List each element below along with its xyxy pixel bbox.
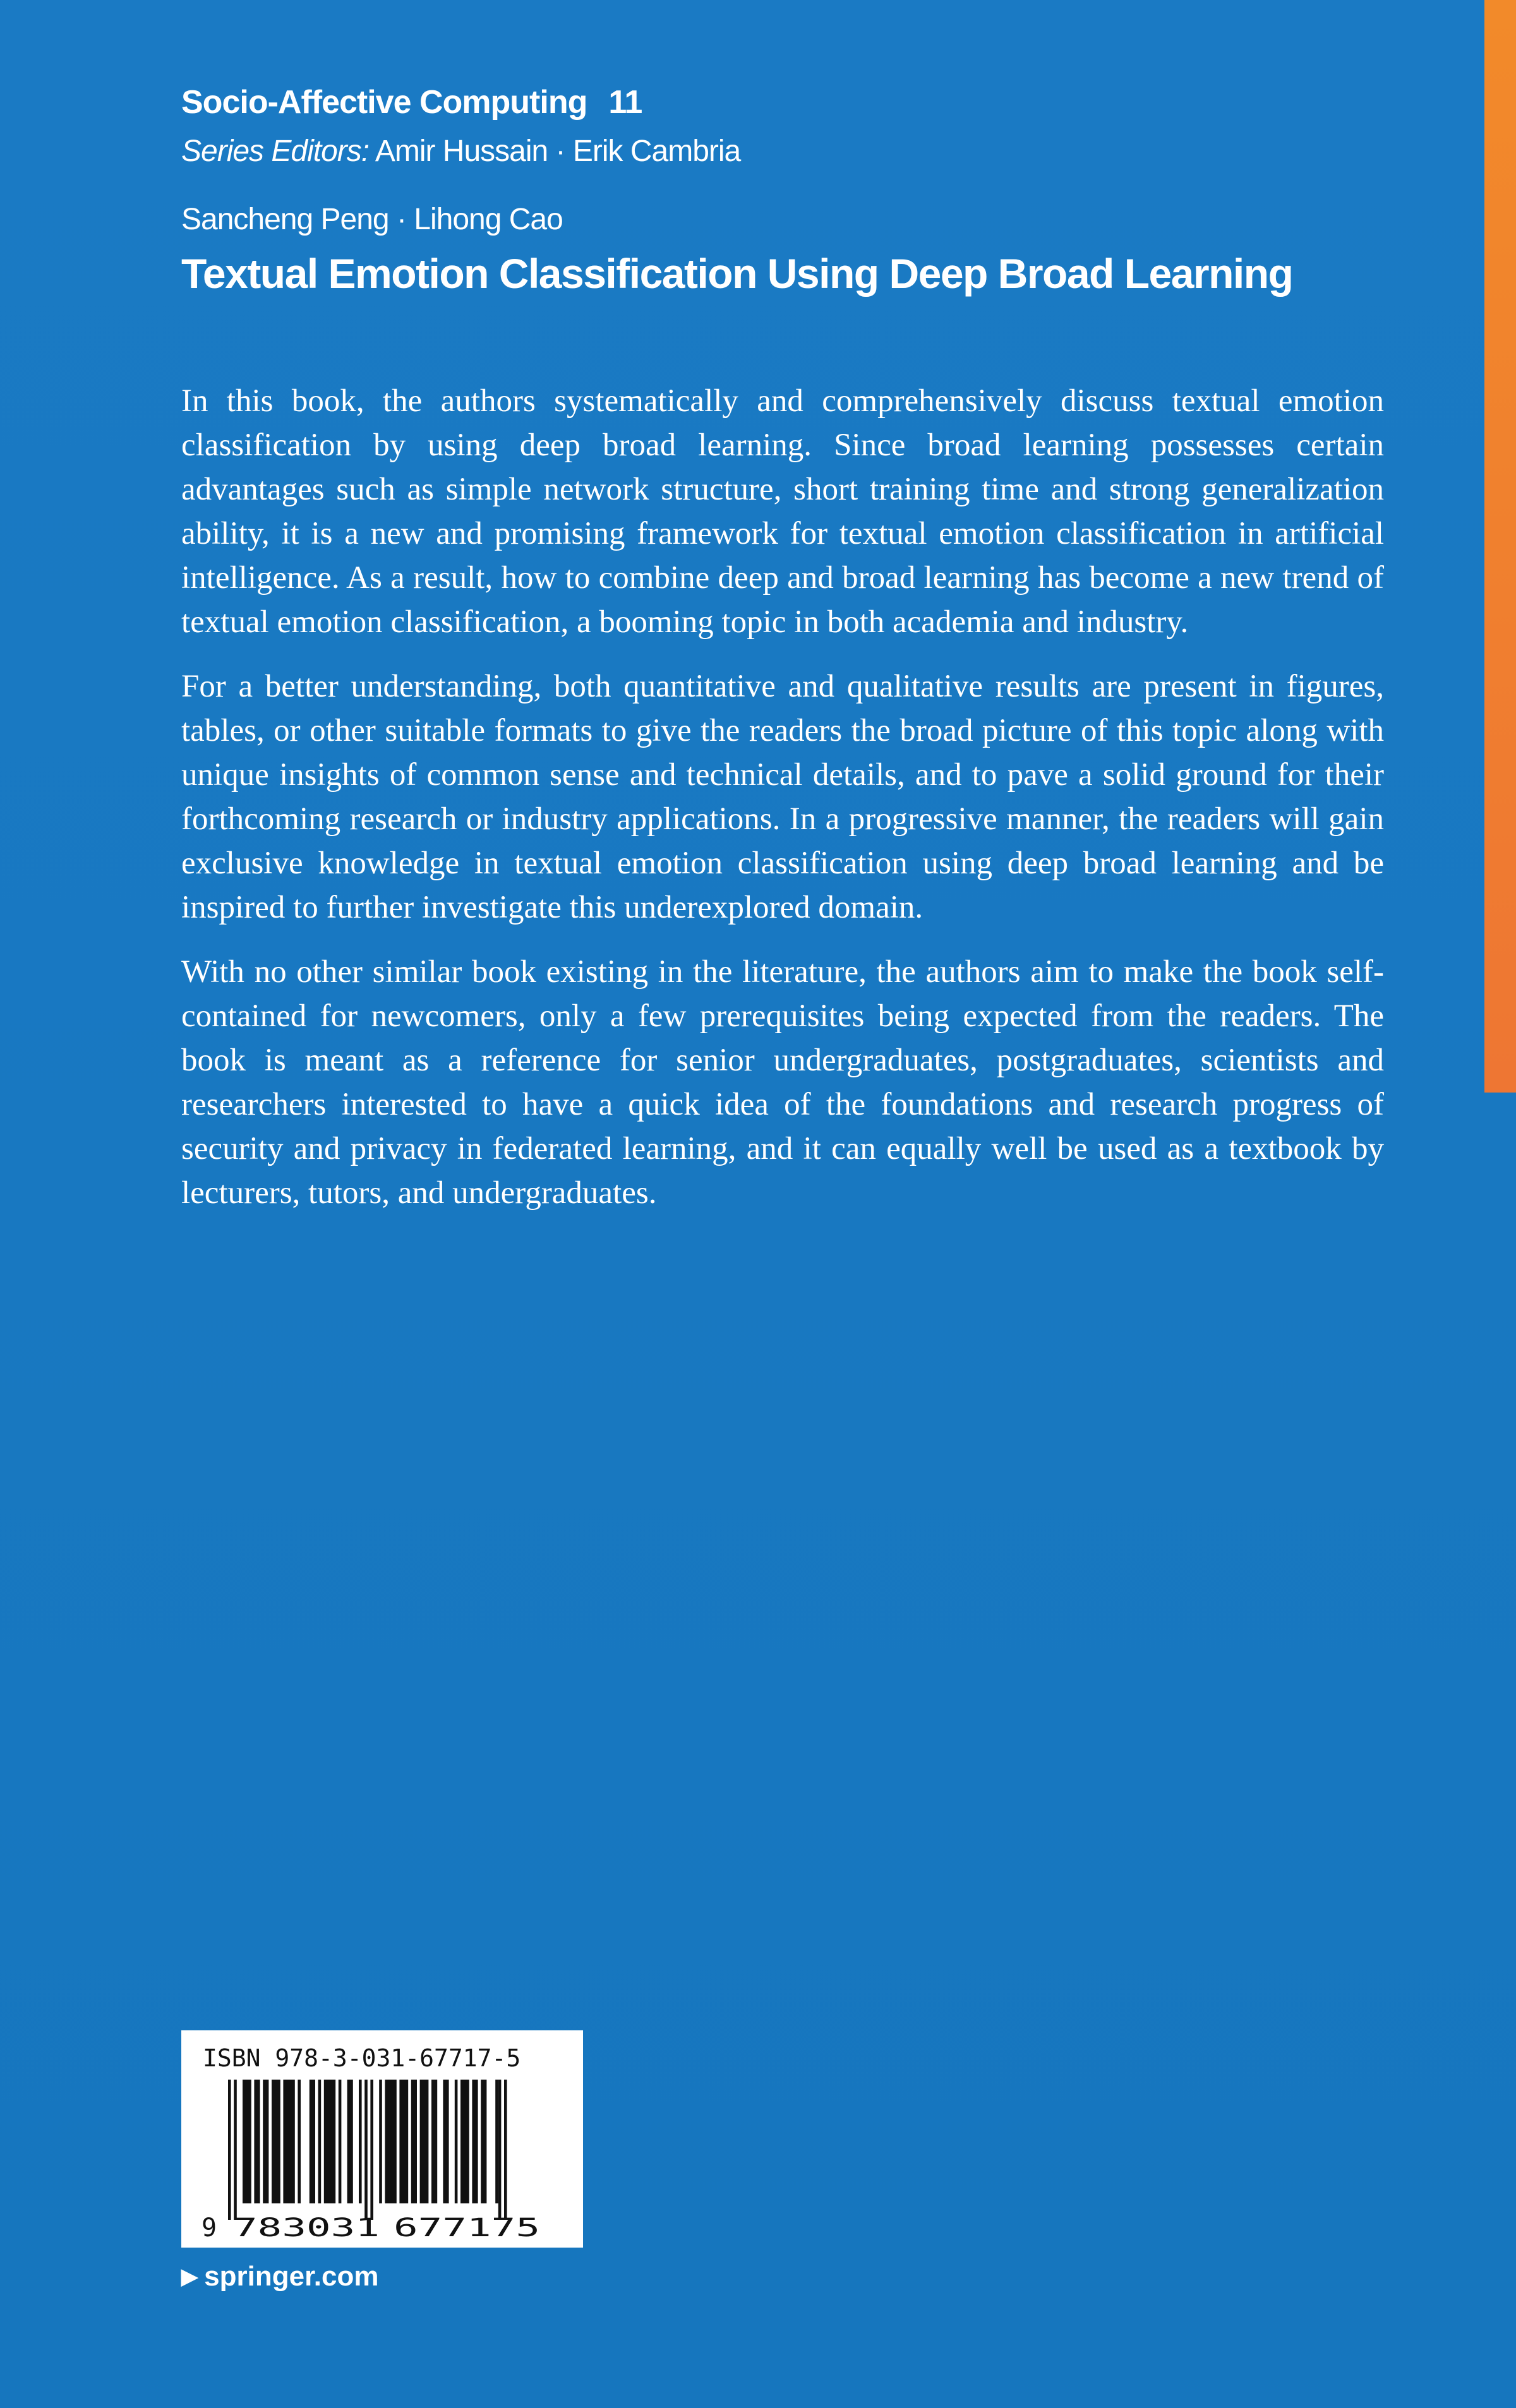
barcode-bar <box>399 2080 408 2203</box>
book-blurb <box>181 379 1384 1235</box>
barcode-bar <box>347 2080 353 2203</box>
barcode-bar <box>370 2080 373 2220</box>
barcode-bar <box>298 2080 301 2203</box>
barcode-digits-left: 783031 <box>233 2213 380 2241</box>
series-editors-names: Amir Hussain · Erik Cambria <box>375 135 741 168</box>
barcode-bar <box>272 2080 280 2203</box>
barcode-digits-right: 677175 <box>394 2213 540 2241</box>
barcode-bar <box>234 2080 237 2220</box>
blurb-paragraph: For a better understanding, both quantitative and qualitative results are present in figures, tables, or other suitable formats to give the readers the broad picture of this topic along with unique insights of common sense and technical details, and to pave a solid ground for their forthcoming research or industry applications. In a progressive manner, the readers will gain exclusive knowledge in textual emotion classification using deep broad learning and be inspired to further investigate this underexplored domain. <box>181 669 1384 925</box>
book-authors: Sancheng Peng · Lihong Cao <box>181 203 563 236</box>
blurb-paragraph: In this book, the authors systematically and comprehensively discuss textual emotion classification by using deep broad learning. Since broad learning possesses certain advantages such as simple network structure, short training time and strong generalization ability, it is a new and promising framework for textual emotion classification in artificial intelligence. As a result, how to combine deep and broad learning has become a new trend of textual emotion classification, a booming topic in both academia and industry. <box>181 383 1384 640</box>
barcode-bar <box>495 2080 498 2203</box>
barcode-bar <box>455 2080 458 2203</box>
barcode-bar <box>318 2080 322 2203</box>
series-editors-label: Series Editors: <box>181 135 370 168</box>
blurb-paragraph: With no other similar book existing in the literature, the authors aim to make the book self-contained for newcomers, only a few prerequisites being expected from the readers. The book is meant as a reference for senior undergraduates, postgraduates, scientists and researchers interested to have a quick idea of the foundations and research progress of security and privacy in federated learning, and it can equally well be used as a textbook by lecturers, tutors, and undergraduates. <box>181 954 1384 1211</box>
barcode-bar <box>283 2080 294 2203</box>
barcode-bar <box>310 2080 315 2203</box>
barcode-bar <box>443 2080 448 2203</box>
barcode-digit-lead: 9 <box>202 2213 217 2241</box>
barcode-bar <box>420 2080 429 2203</box>
isbn-barcode-box <box>181 2030 583 2248</box>
barcode-bar <box>385 2080 396 2203</box>
publisher-website[interactable] <box>181 2261 378 2292</box>
barcode-bar <box>498 2080 502 2220</box>
barcode-bar <box>472 2080 478 2203</box>
barcode-bar <box>339 2080 342 2203</box>
barcode-bar <box>431 2080 437 2203</box>
series-line <box>181 83 642 121</box>
series-name: Socio-Affective Computing <box>181 84 587 121</box>
series-editors-line <box>181 134 740 169</box>
barcode-bars <box>228 2080 507 2220</box>
barcode-graphic <box>200 2080 564 2241</box>
series-volume: 11 <box>608 84 642 121</box>
barcode-bar <box>324 2080 335 2203</box>
barcode-bar <box>359 2080 362 2203</box>
barcode-bar <box>460 2080 469 2203</box>
barcode-bar <box>254 2080 260 2203</box>
triangle-right-icon: ▶ <box>181 2265 198 2289</box>
barcode-bar <box>379 2080 382 2203</box>
barcode-bar <box>411 2080 417 2203</box>
orange-spine-strip <box>1484 0 1516 1093</box>
barcode-bar <box>364 2080 368 2220</box>
publisher-website-text: springer.com <box>204 2261 379 2292</box>
isbn-text: ISBN 978-3-031-67717-5 <box>203 2044 521 2072</box>
barcode-bar <box>228 2080 231 2220</box>
barcode-bar <box>243 2080 251 2203</box>
barcode-bar <box>481 2080 486 2203</box>
barcode-bar <box>504 2080 507 2220</box>
barcode-bar <box>263 2080 268 2203</box>
book-title: Textual Emotion Classification Using Deep Broad Learning <box>181 250 1293 297</box>
